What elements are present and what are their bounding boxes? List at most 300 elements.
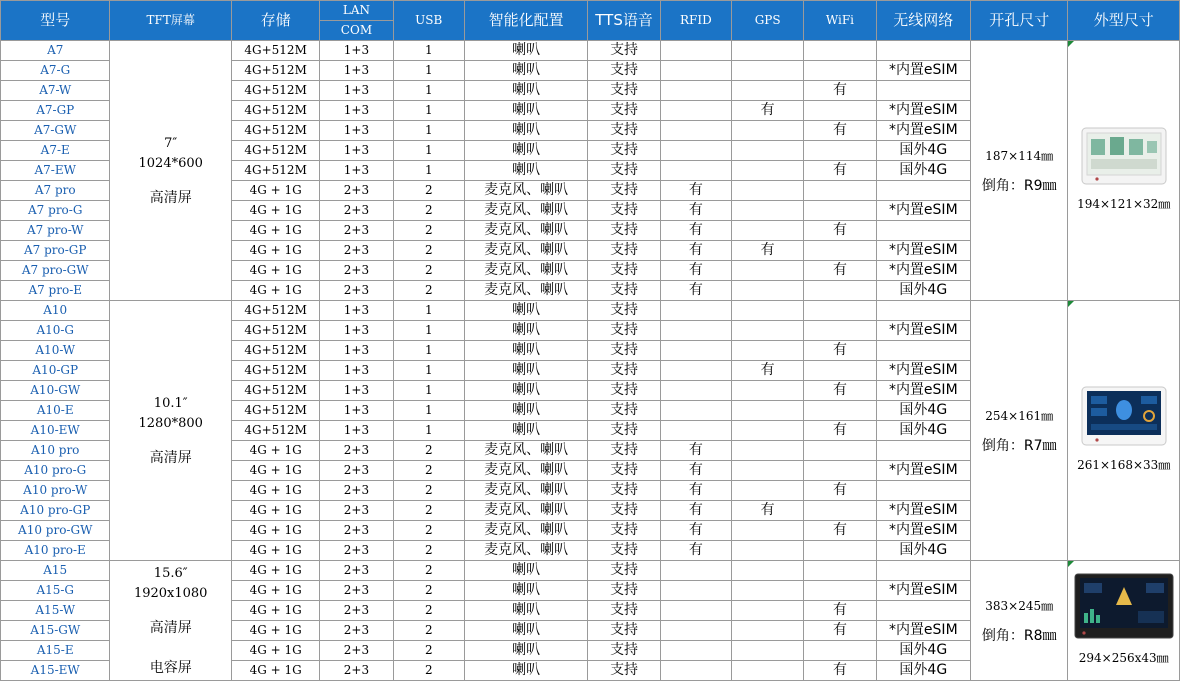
storage-cell: 4G+512M xyxy=(231,401,319,421)
usb-cell: 1 xyxy=(393,41,464,61)
model-cell: A7-W xyxy=(1,81,110,101)
usb-cell: 1 xyxy=(393,401,464,421)
rfid-cell: 有 xyxy=(660,261,731,281)
header-usb: USB xyxy=(393,1,464,41)
smart-config-cell: 喇叭 xyxy=(464,41,588,61)
tts-cell: 支持 xyxy=(588,301,660,321)
lan-com-cell: 2+3 xyxy=(320,441,393,461)
usb-cell: 2 xyxy=(393,601,464,621)
wifi-cell: 有 xyxy=(804,161,876,181)
corner-radius: 倒角：R9㎜ xyxy=(981,177,1057,194)
lan-com-cell: 2+3 xyxy=(320,521,393,541)
usb-cell: 2 xyxy=(393,581,464,601)
lan-com-cell: 2+3 xyxy=(320,641,393,661)
wifi-cell xyxy=(804,321,876,341)
wireless-cell xyxy=(876,441,970,461)
outer-size: 294×256x43㎜ xyxy=(1078,651,1169,665)
model-cell: A15-E xyxy=(1,641,110,661)
wireless-cell xyxy=(876,221,970,241)
tts-cell: 支持 xyxy=(588,221,660,241)
storage-cell: 4G+512M xyxy=(231,301,319,321)
gps-cell xyxy=(732,261,804,281)
gps-cell: 有 xyxy=(732,241,804,261)
gps-cell xyxy=(732,541,804,561)
lan-com-cell: 1+3 xyxy=(320,381,393,401)
wireless-cell xyxy=(876,561,970,581)
header-wireless: 无线网络 xyxy=(876,1,970,41)
tts-cell: 支持 xyxy=(588,501,660,521)
wifi-cell xyxy=(804,441,876,461)
gps-cell xyxy=(732,61,804,81)
outer-size-cell xyxy=(1068,301,1180,561)
usb-cell: 1 xyxy=(393,81,464,101)
lan-com-cell: 1+3 xyxy=(320,101,393,121)
rfid-cell: 有 xyxy=(660,221,731,241)
usb-cell: 2 xyxy=(393,261,464,281)
corner-radius: 倒角：R7㎜ xyxy=(981,437,1057,454)
screen-type: 高清屏 xyxy=(149,619,192,636)
gps-cell xyxy=(732,461,804,481)
rfid-cell xyxy=(660,561,731,581)
lan-com-cell: 1+3 xyxy=(320,141,393,161)
usb-cell: 1 xyxy=(393,341,464,361)
wifi-cell xyxy=(804,101,876,121)
storage-cell: 4G + 1G xyxy=(231,641,319,661)
gps-cell xyxy=(732,301,804,321)
wifi-cell xyxy=(804,401,876,421)
wireless-cell: *内置eSIM xyxy=(876,581,970,601)
wifi-cell: 有 xyxy=(804,81,876,101)
wireless-cell: 国外4G xyxy=(876,661,970,681)
screen-size: 15.6″ xyxy=(153,565,188,581)
model-cell: A10-W xyxy=(1,341,110,361)
usb-cell: 1 xyxy=(393,301,464,321)
storage-cell: 4G + 1G xyxy=(231,261,319,281)
usb-cell: 1 xyxy=(393,101,464,121)
storage-cell: 4G + 1G xyxy=(231,661,319,681)
storage-cell: 4G + 1G xyxy=(231,281,319,301)
tts-cell: 支持 xyxy=(588,241,660,261)
wifi-cell: 有 xyxy=(804,121,876,141)
wireless-cell: *内置eSIM xyxy=(876,521,970,541)
wifi-cell xyxy=(804,641,876,661)
screen-spec-cell xyxy=(110,561,232,681)
model-cell: A15-GW xyxy=(1,621,110,641)
usb-cell: 1 xyxy=(393,361,464,381)
header-smart-config: 智能化配置 xyxy=(464,1,588,41)
usb-cell: 1 xyxy=(393,381,464,401)
screen-spec-cell xyxy=(110,301,232,561)
rfid-cell: 有 xyxy=(660,181,731,201)
lan-com-cell: 2+3 xyxy=(320,261,393,281)
gps-cell xyxy=(732,41,804,61)
screen-type: 高清屏 xyxy=(149,189,192,206)
lan-com-cell: 2+3 xyxy=(320,241,393,261)
rfid-cell xyxy=(660,101,731,121)
rfid-cell xyxy=(660,641,731,661)
storage-cell: 4G + 1G xyxy=(231,221,319,241)
wireless-cell xyxy=(876,601,970,621)
lan-com-cell: 1+3 xyxy=(320,341,393,361)
wireless-cell: *内置eSIM xyxy=(876,241,970,261)
gps-cell xyxy=(732,201,804,221)
table-row xyxy=(1,41,1180,61)
gps-cell xyxy=(732,421,804,441)
wifi-cell xyxy=(804,281,876,301)
wifi-cell xyxy=(804,541,876,561)
rfid-cell xyxy=(660,621,731,641)
outer-size: 261×168×33㎜ xyxy=(1077,458,1171,472)
usb-cell: 1 xyxy=(393,321,464,341)
storage-cell: 4G+512M xyxy=(231,141,319,161)
gps-cell xyxy=(732,141,804,161)
header-com: COM xyxy=(320,21,393,41)
model-cell: A7-E xyxy=(1,141,110,161)
storage-cell: 4G+512M xyxy=(231,101,319,121)
tts-cell: 支持 xyxy=(588,521,660,541)
cell-comment-marker xyxy=(1068,301,1074,307)
model-cell: A7-GW xyxy=(1,121,110,141)
wifi-cell: 有 xyxy=(804,421,876,441)
smart-config-cell: 喇叭 xyxy=(464,141,588,161)
storage-cell: 4G + 1G xyxy=(231,241,319,261)
screen-resolution: 1920x1080 xyxy=(133,585,208,601)
gps-cell xyxy=(732,321,804,341)
smart-config-cell: 麦克风、喇叭 xyxy=(464,261,588,281)
storage-cell: 4G+512M xyxy=(231,361,319,381)
model-cell: A10 pro xyxy=(1,441,110,461)
gps-cell xyxy=(732,621,804,641)
storage-cell: 4G+512M xyxy=(231,381,319,401)
tts-cell: 支持 xyxy=(588,561,660,581)
wireless-cell: *内置eSIM xyxy=(876,461,970,481)
rfid-cell xyxy=(660,401,731,421)
smart-config-cell: 喇叭 xyxy=(464,301,588,321)
smart-config-cell: 喇叭 xyxy=(464,121,588,141)
header-outer-size: 外型尺寸 xyxy=(1068,1,1180,41)
table-row xyxy=(1,301,1180,321)
wifi-cell xyxy=(804,181,876,201)
lan-com-cell: 2+3 xyxy=(320,501,393,521)
smart-config-cell: 麦克风、喇叭 xyxy=(464,461,588,481)
model-cell: A10 pro-GW xyxy=(1,521,110,541)
cutout-size: 254×161㎜ xyxy=(985,408,1054,423)
smart-config-cell: 喇叭 xyxy=(464,661,588,681)
rfid-cell xyxy=(660,61,731,81)
smart-config-cell: 麦克风、喇叭 xyxy=(464,501,588,521)
gps-cell xyxy=(732,601,804,621)
tts-cell: 支持 xyxy=(588,661,660,681)
usb-cell: 1 xyxy=(393,161,464,181)
usb-cell: 1 xyxy=(393,61,464,81)
usb-cell: 2 xyxy=(393,201,464,221)
model-cell: A15 xyxy=(1,561,110,581)
gps-cell xyxy=(732,581,804,601)
smart-config-cell: 喇叭 xyxy=(464,321,588,341)
usb-cell: 1 xyxy=(393,121,464,141)
model-cell: A7-GP xyxy=(1,101,110,121)
smart-config-cell: 麦克风、喇叭 xyxy=(464,481,588,501)
usb-cell: 2 xyxy=(393,461,464,481)
screen-size: 10.1″ xyxy=(153,395,188,411)
tts-cell: 支持 xyxy=(588,261,660,281)
wireless-cell xyxy=(876,81,970,101)
gps-cell xyxy=(732,181,804,201)
usb-cell: 2 xyxy=(393,661,464,681)
smart-config-cell: 麦克风、喇叭 xyxy=(464,221,588,241)
outer-size-cell xyxy=(1068,561,1180,681)
smart-config-cell: 喇叭 xyxy=(464,361,588,381)
wireless-cell xyxy=(876,181,970,201)
screen-extra: 电容屏 xyxy=(149,659,192,676)
screen-resolution: 1024*600 xyxy=(138,155,203,171)
lan-com-cell: 1+3 xyxy=(320,301,393,321)
model-cell: A10 pro-G xyxy=(1,461,110,481)
model-cell: A7 pro xyxy=(1,181,110,201)
storage-cell: 4G + 1G xyxy=(231,181,319,201)
storage-cell: 4G+512M xyxy=(231,421,319,441)
wireless-cell: *内置eSIM xyxy=(876,321,970,341)
smart-config-cell: 麦克风、喇叭 xyxy=(464,441,588,461)
storage-cell: 4G + 1G xyxy=(231,461,319,481)
wireless-cell: 国外4G xyxy=(876,641,970,661)
header-wifi: WiFi xyxy=(804,1,876,41)
lan-com-cell: 1+3 xyxy=(320,321,393,341)
storage-cell: 4G+512M xyxy=(231,61,319,81)
wireless-cell xyxy=(876,41,970,61)
header-model: 型号 xyxy=(1,1,110,41)
usb-cell: 2 xyxy=(393,621,464,641)
header-tts: TTS语音 xyxy=(588,1,660,41)
smart-config-cell: 喇叭 xyxy=(464,101,588,121)
smart-config-cell: 麦克风、喇叭 xyxy=(464,201,588,221)
wifi-cell: 有 xyxy=(804,621,876,641)
smart-config-cell: 喇叭 xyxy=(464,161,588,181)
header-cutout-size: 开孔尺寸 xyxy=(971,1,1068,41)
lan-com-cell: 2+3 xyxy=(320,561,393,581)
wireless-cell xyxy=(876,481,970,501)
tts-cell: 支持 xyxy=(588,461,660,481)
cutout-size-cell xyxy=(971,561,1068,681)
tts-cell: 支持 xyxy=(588,601,660,621)
wireless-cell xyxy=(876,301,970,321)
wifi-cell xyxy=(804,561,876,581)
model-cell: A15-G xyxy=(1,581,110,601)
smart-config-cell: 麦克风、喇叭 xyxy=(464,241,588,261)
header-lan: LAN xyxy=(320,1,393,21)
storage-cell: 4G + 1G xyxy=(231,541,319,561)
wifi-cell xyxy=(804,301,876,321)
lan-com-cell: 1+3 xyxy=(320,161,393,181)
smart-config-cell: 麦克风、喇叭 xyxy=(464,181,588,201)
storage-cell: 4G+512M xyxy=(231,81,319,101)
rfid-cell: 有 xyxy=(660,501,731,521)
tts-cell: 支持 xyxy=(588,621,660,641)
screen-resolution: 1280*800 xyxy=(138,415,203,431)
header-tft-screen: TFT屏幕 xyxy=(110,1,232,41)
cell-comment-marker xyxy=(1068,41,1074,47)
rfid-cell xyxy=(660,41,731,61)
storage-cell: 4G + 1G xyxy=(231,581,319,601)
wifi-cell xyxy=(804,581,876,601)
screen-spec-cell xyxy=(110,41,232,301)
gps-cell xyxy=(732,641,804,661)
smart-config-cell: 麦克风、喇叭 xyxy=(464,541,588,561)
wireless-cell: 国外4G xyxy=(876,141,970,161)
model-cell: A15-EW xyxy=(1,661,110,681)
usb-cell: 2 xyxy=(393,541,464,561)
gps-cell xyxy=(732,661,804,681)
tts-cell: 支持 xyxy=(588,121,660,141)
rfid-cell: 有 xyxy=(660,541,731,561)
rfid-cell xyxy=(660,601,731,621)
lan-com-cell: 2+3 xyxy=(320,461,393,481)
model-cell: A10-E xyxy=(1,401,110,421)
gps-cell: 有 xyxy=(732,101,804,121)
lan-com-cell: 2+3 xyxy=(320,541,393,561)
outer-size-cell xyxy=(1068,41,1180,301)
lan-com-cell: 2+3 xyxy=(320,221,393,241)
tts-cell: 支持 xyxy=(588,401,660,421)
gps-cell xyxy=(732,401,804,421)
cutout-size-cell xyxy=(971,41,1068,301)
storage-cell: 4G+512M xyxy=(231,321,319,341)
smart-config-cell: 喇叭 xyxy=(464,401,588,421)
tts-cell: 支持 xyxy=(588,641,660,661)
storage-cell: 4G + 1G xyxy=(231,561,319,581)
wifi-cell: 有 xyxy=(804,261,876,281)
wifi-cell: 有 xyxy=(804,221,876,241)
tts-cell: 支持 xyxy=(588,381,660,401)
wifi-cell: 有 xyxy=(804,601,876,621)
rfid-cell xyxy=(660,161,731,181)
usb-cell: 2 xyxy=(393,281,464,301)
smart-config-cell: 喇叭 xyxy=(464,621,588,641)
rfid-cell xyxy=(660,661,731,681)
cutout-size: 187×114㎜ xyxy=(985,148,1054,163)
model-cell: A10-GW xyxy=(1,381,110,401)
model-cell: A10-G xyxy=(1,321,110,341)
tts-cell: 支持 xyxy=(588,361,660,381)
usb-cell: 1 xyxy=(393,141,464,161)
lan-com-cell: 1+3 xyxy=(320,361,393,381)
header-rfid: RFID xyxy=(660,1,731,41)
usb-cell: 2 xyxy=(393,181,464,201)
storage-cell: 4G + 1G xyxy=(231,601,319,621)
rfid-cell: 有 xyxy=(660,481,731,501)
usb-cell: 2 xyxy=(393,241,464,261)
lan-com-cell: 2+3 xyxy=(320,661,393,681)
model-cell: A7 pro-W xyxy=(1,221,110,241)
gps-cell xyxy=(732,81,804,101)
usb-cell: 2 xyxy=(393,561,464,581)
model-cell: A7 pro-E xyxy=(1,281,110,301)
storage-cell: 4G + 1G xyxy=(231,441,319,461)
storage-cell: 4G+512M xyxy=(231,161,319,181)
usb-cell: 2 xyxy=(393,521,464,541)
wireless-cell: 国外4G xyxy=(876,401,970,421)
model-cell: A10 pro-E xyxy=(1,541,110,561)
smart-config-cell: 麦克风、喇叭 xyxy=(464,281,588,301)
tts-cell: 支持 xyxy=(588,321,660,341)
gps-cell xyxy=(732,341,804,361)
tts-cell: 支持 xyxy=(588,61,660,81)
smart-config-cell: 喇叭 xyxy=(464,421,588,441)
model-cell: A7-G xyxy=(1,61,110,81)
tts-cell: 支持 xyxy=(588,541,660,561)
rfid-cell: 有 xyxy=(660,441,731,461)
wifi-cell: 有 xyxy=(804,381,876,401)
usb-cell: 2 xyxy=(393,481,464,501)
tts-cell: 支持 xyxy=(588,441,660,461)
smart-config-cell: 喇叭 xyxy=(464,81,588,101)
tts-cell: 支持 xyxy=(588,141,660,161)
usb-cell: 2 xyxy=(393,641,464,661)
usb-cell: 2 xyxy=(393,221,464,241)
wifi-cell xyxy=(804,141,876,161)
model-cell: A10 pro-W xyxy=(1,481,110,501)
wireless-cell: *内置eSIM xyxy=(876,201,970,221)
gps-cell xyxy=(732,521,804,541)
rfid-cell: 有 xyxy=(660,521,731,541)
wireless-cell: *内置eSIM xyxy=(876,61,970,81)
gps-cell xyxy=(732,441,804,461)
wifi-cell xyxy=(804,241,876,261)
storage-cell: 4G + 1G xyxy=(231,621,319,641)
gps-cell: 有 xyxy=(732,501,804,521)
smart-config-cell: 喇叭 xyxy=(464,601,588,621)
model-cell: A7 pro-G xyxy=(1,201,110,221)
device-photo-a7 xyxy=(1081,127,1167,185)
rfid-cell xyxy=(660,581,731,601)
rfid-cell xyxy=(660,381,731,401)
usb-cell: 1 xyxy=(393,421,464,441)
wireless-cell: 国外4G xyxy=(876,541,970,561)
lan-com-cell: 2+3 xyxy=(320,281,393,301)
lan-com-cell: 1+3 xyxy=(320,81,393,101)
storage-cell: 4G + 1G xyxy=(231,201,319,221)
model-cell: A7 pro-GW xyxy=(1,261,110,281)
usb-cell: 2 xyxy=(393,501,464,521)
smart-config-cell: 喇叭 xyxy=(464,381,588,401)
wifi-cell: 有 xyxy=(804,481,876,501)
rfid-cell xyxy=(660,421,731,441)
tts-cell: 支持 xyxy=(588,41,660,61)
rfid-cell: 有 xyxy=(660,281,731,301)
lan-com-cell: 2+3 xyxy=(320,581,393,601)
model-cell: A7 pro-GP xyxy=(1,241,110,261)
cell-comment-marker xyxy=(1068,561,1074,567)
device-photo-a15 xyxy=(1074,573,1174,639)
screen-type: 高清屏 xyxy=(149,449,192,466)
lan-com-cell: 1+3 xyxy=(320,61,393,81)
model-cell: A15-W xyxy=(1,601,110,621)
gps-cell xyxy=(732,481,804,501)
wireless-cell: 国外4G xyxy=(876,421,970,441)
lan-com-cell: 1+3 xyxy=(320,421,393,441)
model-cell: A10-GP xyxy=(1,361,110,381)
tts-cell: 支持 xyxy=(588,161,660,181)
lan-com-cell: 2+3 xyxy=(320,181,393,201)
smart-config-cell: 喇叭 xyxy=(464,61,588,81)
screen-size: 7″ xyxy=(164,135,178,151)
header-storage: 存储 xyxy=(231,1,319,41)
lan-com-cell: 2+3 xyxy=(320,481,393,501)
wifi-cell xyxy=(804,461,876,481)
lan-com-cell: 1+3 xyxy=(320,121,393,141)
outer-size: 194×121×32㎜ xyxy=(1077,197,1171,211)
rfid-cell xyxy=(660,301,731,321)
